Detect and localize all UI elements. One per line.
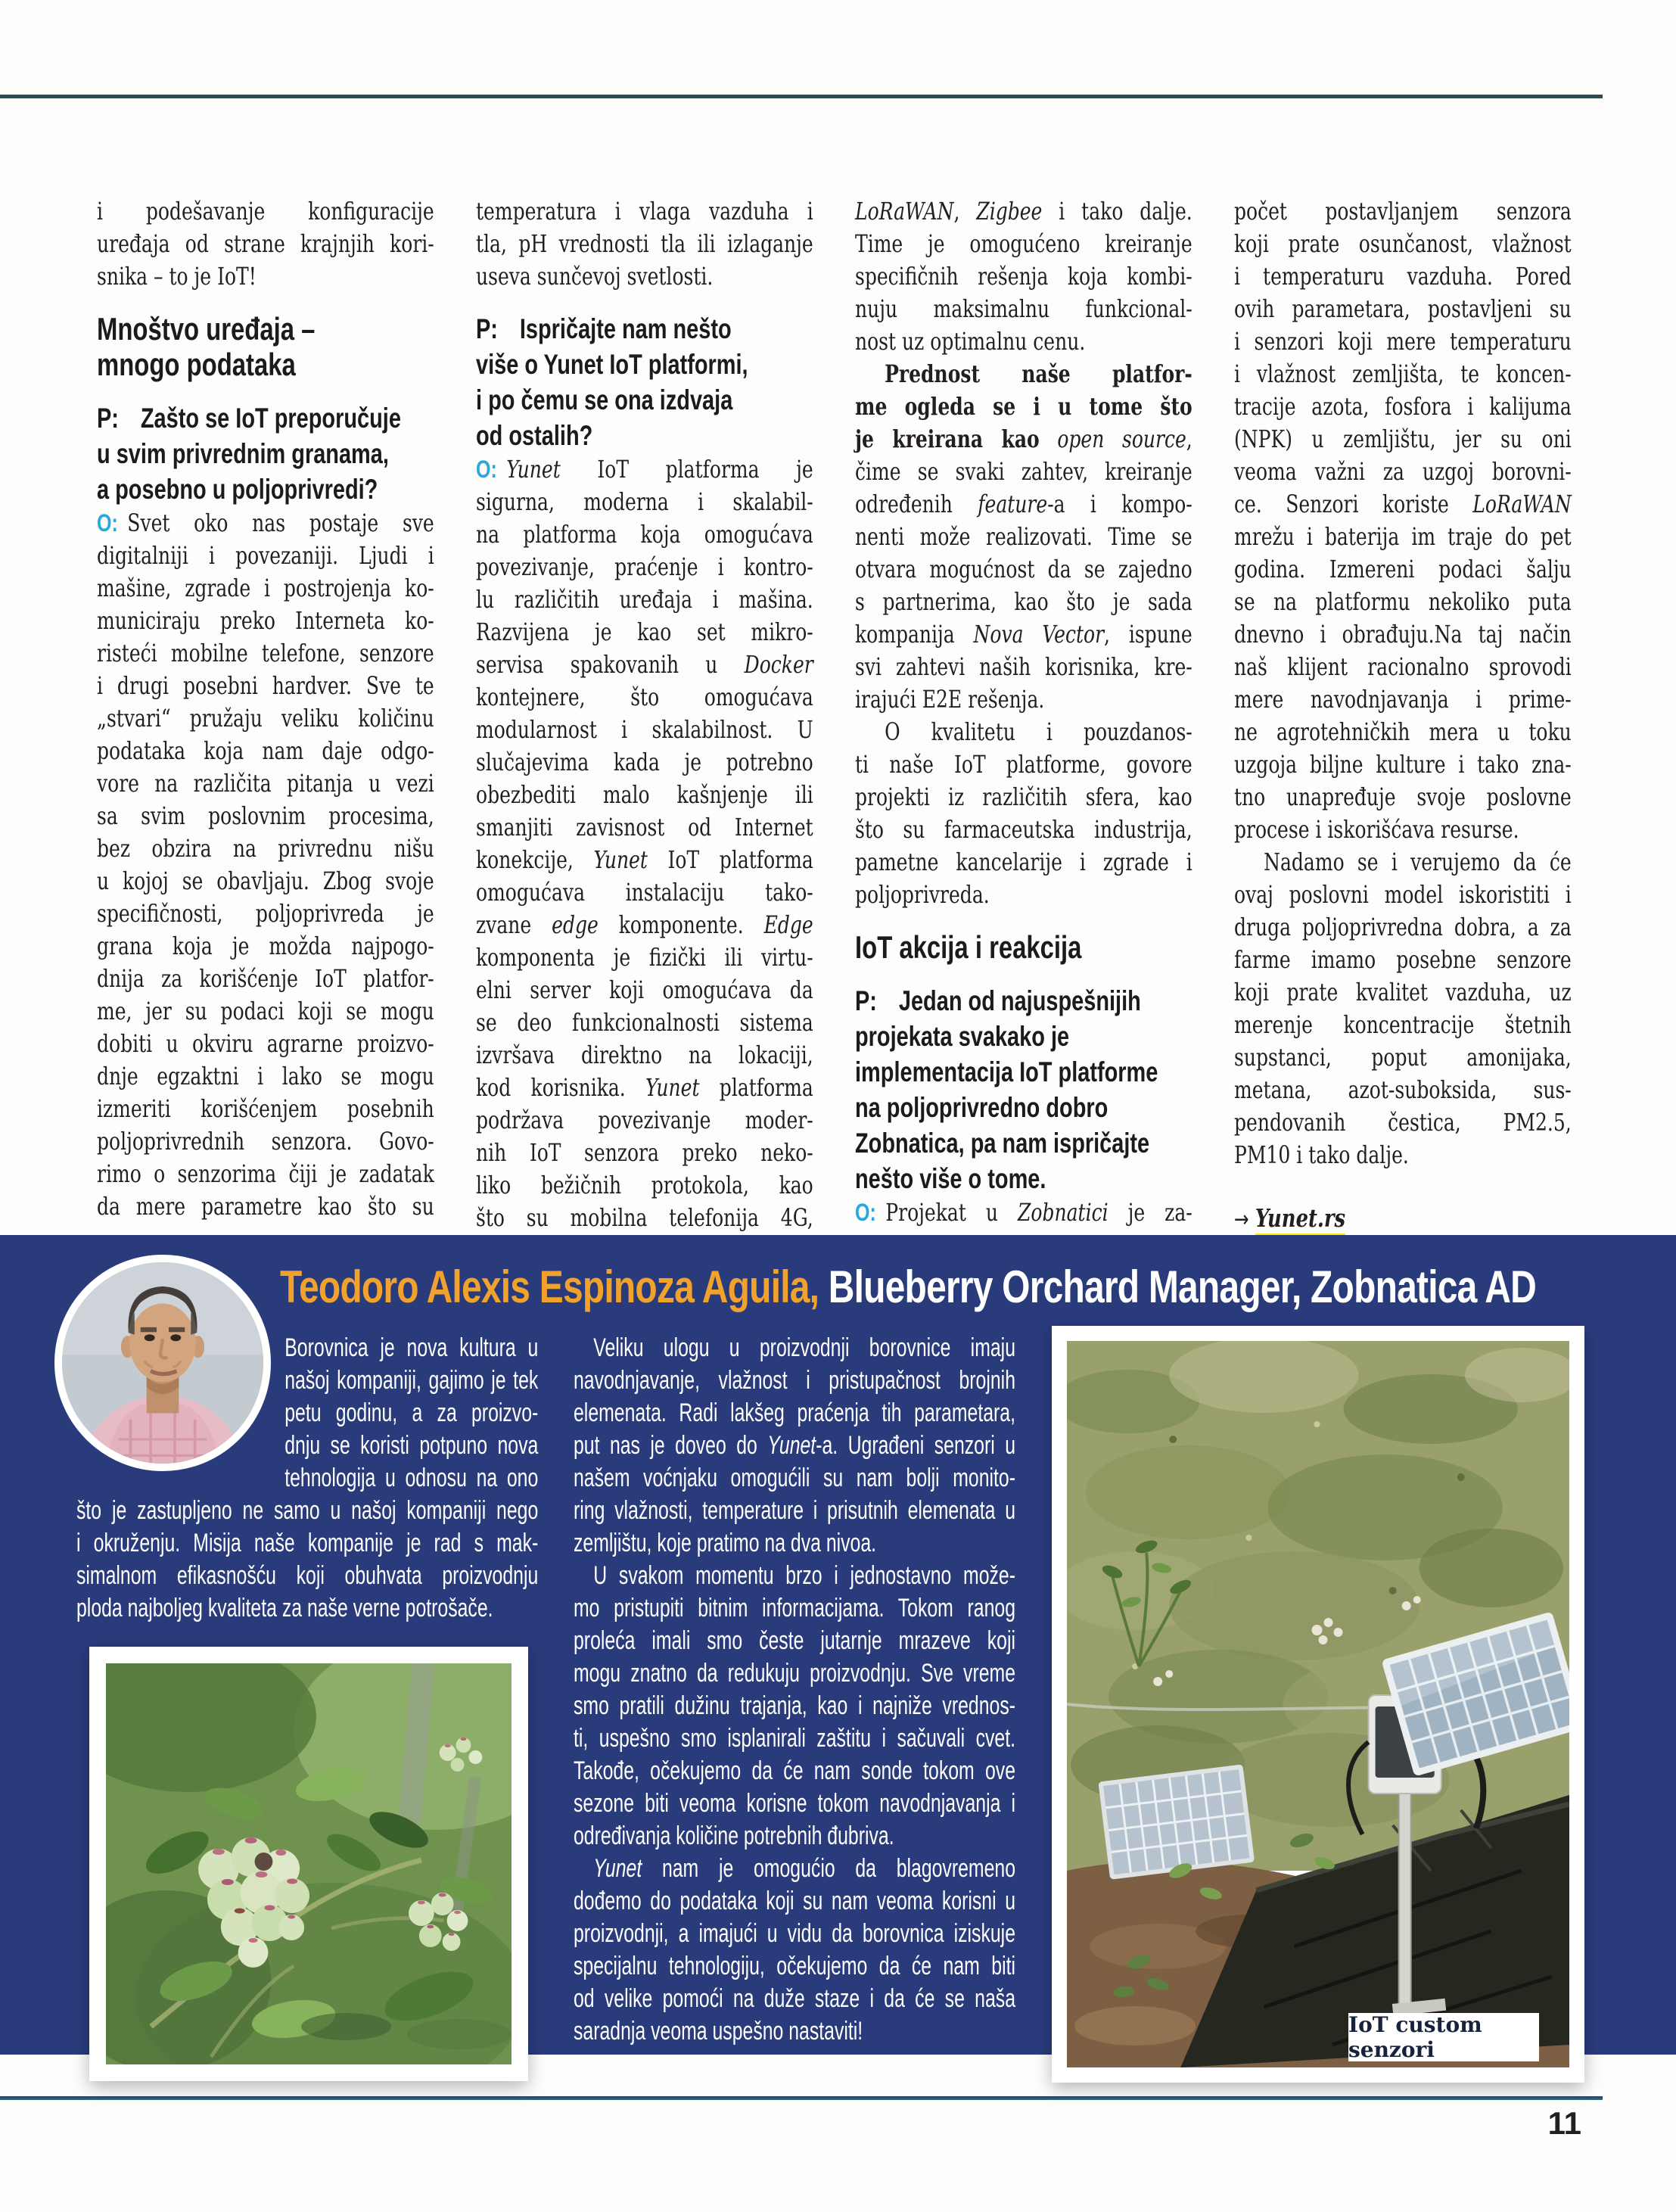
- text-line: LoRaWAN, Zigbee i tako dalje.: [855, 197, 1192, 226]
- text-line: metana, azot-suboksida, sus-: [1234, 1075, 1572, 1104]
- text-line: temperatura i vlaga vazduha i: [476, 197, 813, 226]
- text-line: proleća imali smo česte jutarnje mrazeve koji: [574, 1626, 1015, 1655]
- text-line: tla, pH vrednosti tla ili izlaganje: [476, 229, 813, 258]
- text-line: na poljoprivredno dobro: [855, 1092, 1109, 1123]
- text-line: mogu znatno da redukuju proizvodnju. Sve vreme: [574, 1659, 1015, 1688]
- text-line: O kvalitetu i pouzdanos-: [885, 717, 1192, 746]
- text-line: lu različitih uređaja i mašina.: [476, 585, 813, 614]
- text-line: Prednost naše platfor-: [885, 359, 1192, 388]
- small-solar-panel: [1098, 1764, 1255, 1879]
- text-line: zvane edge komponente. Edge: [476, 910, 813, 939]
- text-line: ring vlažnosti, temperature i prisutnih elemenata u: [574, 1496, 1015, 1525]
- paragraph: [855, 716, 1192, 911]
- text-line: nuju maksimalnu funkcional-: [855, 294, 1192, 323]
- text-line: mašine, zgrade i postrojenja ko-: [97, 574, 434, 602]
- text-line: specifičnih rešenja koja kombi-: [855, 262, 1192, 291]
- text-line: određivanja količine potrebnih đubriva.: [574, 1822, 894, 1850]
- text-line: bez obzira na privrednu nišu: [97, 834, 434, 863]
- interview-title-name: Teodoro Alexis Espinoza Aguila,: [280, 1262, 819, 1312]
- text-line: dnevno i obrađuju.Na taj način: [1234, 620, 1572, 649]
- text-line: svi zahtevi naših korisnika, kre-: [855, 652, 1192, 681]
- text-line: sezone biti veoma korisne tokom navodnjavanja i: [574, 1789, 1015, 1818]
- text-line: rimo o senzorima čiji je zadatak: [97, 1159, 434, 1188]
- text-line: ce. Senzori koriste LoRaWAN: [1234, 490, 1572, 518]
- text-line: ne agrotehničkih mera u toku: [1234, 717, 1572, 746]
- text-line: poljoprivreda.: [855, 880, 990, 909]
- text-line: tno unapređuje svoje poslovne: [1234, 782, 1572, 811]
- top-rule: [0, 95, 1603, 98]
- paragraph: [855, 195, 1192, 358]
- photo-caption: IoT custom senzori: [1348, 2013, 1539, 2061]
- text-line: nost uz optimalnu cenu.: [855, 327, 1086, 356]
- text-line: U svakom momentu brzo i jednostavno može-: [593, 1561, 1015, 1590]
- text-line: počet postavljanjem senzora: [1234, 197, 1572, 226]
- text-line: specifičnosti, poljoprivreda je: [97, 899, 434, 928]
- text-line: dnija za korišćenje IoT platfor-: [97, 964, 434, 993]
- text-line: nešto više o tome.: [855, 1163, 1046, 1194]
- text-line: smo pratili dužinu trajanja, kao i najniže vrednos-: [574, 1691, 1015, 1720]
- text-line: naš klijent racionalno sprovodi: [1234, 652, 1572, 681]
- subheading: [97, 311, 434, 382]
- paragraph: [855, 358, 1192, 716]
- text-line: slučajevima kada je potrebno: [476, 748, 813, 776]
- text-line: Yunet nam je omogućio da blagovremeno: [593, 1854, 1015, 1883]
- answer-marker: O:: [476, 456, 497, 483]
- yunet-link[interactable]: Yunet.rs: [1255, 1203, 1345, 1240]
- text-line: P: Jedan od najuspešnijih: [855, 985, 1141, 1016]
- text-line: mere navodnjavanja i prime-: [1234, 685, 1572, 714]
- text-line: tehnologija u odnosu na ono: [285, 1464, 539, 1492]
- text-line: više o Yunet IoT platformi,: [476, 349, 748, 380]
- text-line: koji prate kvalitet vazduha, uz: [1234, 978, 1572, 1006]
- text-line: pametne kancelarije i zgrade i: [855, 848, 1192, 876]
- text-line: nenti može realizovati. Time se: [855, 522, 1192, 551]
- text-line: mrežu i baterija im traje do pet: [1234, 522, 1572, 551]
- text-line: projekti iz različitih sfera, kao: [855, 782, 1192, 811]
- text-line: od ostalih?: [476, 420, 593, 451]
- text-line: komponenta je fizički ili virtu-: [476, 943, 813, 972]
- text-line: procese i iskorišćava resurse.: [1234, 815, 1519, 844]
- blueberry-bush-illustration: [106, 1663, 512, 2064]
- text-line: što je zastupljeno ne samo u našoj kompaniji nego: [76, 1496, 539, 1525]
- text-line: petu godinu, a za proizvo-: [285, 1398, 539, 1427]
- text-line: povezivanje, praćenje i kontro-: [476, 552, 813, 581]
- text-line: je kreirana kao open source,: [855, 425, 1192, 453]
- paragraph: [855, 1196, 1192, 1229]
- text-line: P: Zašto se IoT preporučuje: [97, 403, 401, 434]
- text-line: O: Svet oko nas postaje sve: [97, 509, 434, 537]
- text-line: se na platformu nekoliko puta: [1234, 587, 1572, 616]
- text-line: tracije azota, fosfora i kalijuma: [1234, 392, 1572, 421]
- article-column-4: [1234, 195, 1572, 1236]
- text-line: a posebno u poljoprivredi?: [97, 474, 378, 505]
- text-line: PM10 i tako dalje.: [1234, 1140, 1409, 1169]
- text-line: konekcije, Yunet IoT platforma: [476, 845, 813, 874]
- text-line: supstanci, poput amonijaka,: [1234, 1043, 1572, 1072]
- text-line: uzgoja biljne kulture i tako zna-: [1234, 750, 1572, 779]
- question-heading: [97, 400, 434, 507]
- text-line: Zobnatica, pa nam ispričajte: [855, 1128, 1150, 1159]
- arrow-icon: →: [1234, 1206, 1249, 1233]
- blueberry-photo: [89, 1647, 528, 2081]
- text-line: dnje egzaktni i lako se mogu: [97, 1062, 434, 1090]
- article-column-2: [476, 195, 813, 1234]
- text-line: i temperaturu vazduha. Pored: [1234, 262, 1572, 291]
- text-line: kontejnere, što omogućava: [476, 683, 813, 711]
- text-line: što su farmaceutska industrija,: [855, 815, 1192, 844]
- text-line: mo pristupiti bitnim informacijama. Tokom ranog: [574, 1594, 1015, 1622]
- bottom-rule: [0, 2096, 1603, 2100]
- text-line: zemljištu, koje pratimo na dva nivoa.: [574, 1529, 877, 1557]
- text-line: projekata svakako je: [855, 1021, 1070, 1052]
- text-line: što su mobilna telefonija 4G,: [476, 1203, 813, 1232]
- text-line: uređaja od strane krajnjih kori-: [97, 229, 434, 258]
- text-line: dođemo do podataka koji su nam veoma korisni u: [574, 1887, 1015, 1915]
- article-column-1: [97, 195, 434, 1223]
- text-line: obezbediti malo kašnjenje ili: [476, 780, 813, 809]
- text-line: dnju se koristi potpuno nova: [285, 1431, 539, 1460]
- paragraph: [574, 1560, 1015, 1853]
- text-line: ovih parametara, postavljeni su: [1234, 294, 1572, 323]
- text-line: ovaj poslovni model iskoristiti i: [1234, 880, 1572, 909]
- text-line: podržava povezivanje moder-: [476, 1106, 813, 1134]
- text-line: O: Projekat u Zobnatici je za-: [855, 1198, 1192, 1227]
- text-line: omogućava instalaciju tako-: [476, 878, 813, 907]
- text-line: implementacija IoT platforme: [855, 1056, 1158, 1087]
- paragraph: [476, 453, 813, 1234]
- paragraph: [1234, 846, 1572, 1171]
- text-line: modularnost i skalabilnost. U: [476, 715, 813, 744]
- text-line: me, jer su podaci koji se mogu: [97, 997, 434, 1025]
- paragraph: [97, 507, 434, 1223]
- iot-sensors-photo: [1052, 1326, 1584, 2083]
- page-number: 11: [1547, 2105, 1581, 2141]
- interview-title: [280, 1261, 1536, 1313]
- text-line: nih IoT senzora preko neko-: [476, 1138, 813, 1167]
- text-line: druga poljoprivredna dobra, a za: [1234, 913, 1572, 941]
- text-line: i vlažnost zemljišta, te koncen-: [1234, 359, 1572, 388]
- avatar-wrap-spacer: [76, 1332, 285, 1495]
- text-line: godina. Izmereni podaci šalju: [1234, 555, 1572, 583]
- text-line: ti, uspešno smo isplanirali zaštitu i sačuvali cvet.: [574, 1724, 1015, 1753]
- text-line: proizvodnji, a imajući u vidu da borovnica iziskuje: [574, 1919, 1015, 1948]
- paragraph: [476, 195, 813, 293]
- text-line: kod korisnika. Yunet platforma: [476, 1073, 813, 1102]
- interview-middle-column: [574, 1332, 1015, 2048]
- text-line: i podešavanje konfiguracije: [97, 197, 434, 226]
- text-line: smanjiti zavisnost od Internet: [476, 813, 813, 842]
- text-line: ploda najboljeg kvaliteta za naše verne potrošače.: [76, 1594, 493, 1622]
- text-line: sigurna, moderna i skalabil-: [476, 487, 813, 516]
- text-line: Veliku ulogu u proizvodnji borovnice imaju: [593, 1333, 1015, 1362]
- text-line: (NPK) u zemljištu, jer su oni: [1234, 425, 1572, 453]
- text-line: grana koja je možda najpogo-: [97, 932, 434, 960]
- text-line: izvršava direktno na lokaciji,: [476, 1041, 813, 1069]
- text-line: dobiti u okviru agrarne proizvo-: [97, 1029, 434, 1058]
- text-line: farme imamo posebne senzore: [1234, 945, 1572, 974]
- text-line: pendovanih čestica, PM2.5,: [1234, 1108, 1572, 1137]
- answer-marker: O:: [855, 1199, 876, 1226]
- text-line: s partnerima, kao što je sada: [855, 587, 1192, 616]
- interview-left-column: [76, 1332, 538, 1625]
- interview-title-role: Blueberry Orchard Manager, Zobnatica AD: [819, 1262, 1537, 1312]
- text-line: našem voćnjaku omogućili su nam bolji monito-: [574, 1464, 1015, 1492]
- text-line: i senzori koji mere temperaturu: [1234, 327, 1572, 356]
- text-line: kompanija Nova Vector, ispune: [855, 620, 1192, 649]
- text-line: IoT akcija i reakcija: [855, 929, 1082, 965]
- text-line: servisa spakovanih u Docker: [476, 650, 813, 679]
- answer-marker: O:: [97, 509, 118, 537]
- text-line: risteći mobilne telefone, senzore: [97, 639, 434, 667]
- text-line: navodnjavanje, vlažnost i pristupačnost brojnih: [574, 1366, 1015, 1395]
- text-line: Borovnica je nova kultura u: [285, 1333, 539, 1362]
- text-line: ti naše IoT platforme, govore: [855, 750, 1192, 779]
- text-line: specijalnu tehnologiju, očekujemo da će nam biti: [574, 1952, 1015, 1980]
- text-line: određenih feature-a i kompo-: [855, 490, 1192, 518]
- text-line: na platforma koja omogućava: [476, 520, 813, 549]
- question-heading: [476, 311, 813, 453]
- text-line: da mere parametre kao što su: [97, 1192, 434, 1221]
- paragraph: [574, 1853, 1015, 2048]
- text-line: useva sunčevoj svetlosti.: [476, 262, 714, 291]
- text-line: čime se svaki zahtev, kreiranje: [855, 457, 1192, 486]
- article-column-3: [855, 195, 1192, 1229]
- paragraph: [97, 195, 434, 293]
- text-line: i okruženju. Misija naše kompanije je rad s mak-: [76, 1529, 539, 1557]
- text-line: digitalniji i povezaniji. Ljudi i: [97, 541, 434, 570]
- text-line: podataka koja nam daje odgo-: [97, 736, 434, 765]
- text-line: izmeriti korišćenjem posebnih: [97, 1094, 434, 1123]
- text-line: Takođe, očekujemo da će nam sonde tokom ove: [574, 1756, 1015, 1785]
- text-line: Nadamo se i verujemo da će: [1264, 848, 1572, 876]
- text-line: P: Ispričajte nam nešto: [476, 313, 732, 344]
- text-line: merenje koncentracije štetnih: [1234, 1010, 1572, 1039]
- text-line: našoj kompaniji, gajimo je tek: [285, 1366, 539, 1395]
- text-line: simalnom efikasnošću koji obuhvata proizvodnju: [76, 1561, 539, 1590]
- text-line: mnogo podataka: [97, 347, 296, 382]
- paragraph: [574, 1332, 1015, 1560]
- text-line: „stvari“ pružaju veliku količinu: [97, 704, 434, 733]
- text-line: liko bežičnih protokola, kao: [476, 1171, 813, 1199]
- field-sensors-illustration: [1067, 1341, 1569, 2067]
- text-line: u kojoj se obavljaju. Zbog svoje: [97, 866, 434, 895]
- text-line: otvara mogućnost da se zajedno: [855, 555, 1192, 583]
- text-line: Razvijena je kao set mikro-: [476, 618, 813, 646]
- subheading: [855, 929, 1192, 965]
- text-line: elemenata. Radi lakšeg praćenja tih parametara,: [574, 1398, 1015, 1427]
- link-row: [1234, 1202, 1572, 1236]
- text-line: i po čemu se ona izdvaja: [476, 384, 733, 415]
- text-line: O: Yunet IoT platforma je: [476, 455, 813, 484]
- text-line: Mnoštvo uređaja –: [97, 311, 316, 347]
- text-line: vore na različita pitanja u vezi: [97, 769, 434, 798]
- question-heading: [855, 983, 1192, 1196]
- text-line: me ogleda se i u tome što: [855, 392, 1192, 421]
- text-line: put nas je doveo do Yunet-a. Ugrađeni senzori u: [574, 1431, 1016, 1460]
- text-line: koji prate osunčanost, vlažnost: [1234, 229, 1572, 258]
- text-line: u svim privrednim granama,: [97, 438, 389, 469]
- text-line: sa svim poslovnim procesima,: [97, 801, 434, 830]
- text-line: snika – to je IoT!: [97, 262, 257, 291]
- text-line: od velike pomoći na duže staze i da će se naša: [574, 1984, 1015, 2013]
- text-line: Time je omogućeno kreiranje: [855, 229, 1192, 258]
- text-line: municiraju preko Interneta ko-: [97, 606, 434, 635]
- text-line: i drugi posebni hardver. Sve te: [97, 671, 434, 700]
- paragraph: [1234, 195, 1572, 846]
- text-line: veoma važni za uzgoj borovni-: [1234, 457, 1572, 486]
- text-line: se deo funkcionalnosti sistema: [476, 1008, 813, 1037]
- text-line: saradnja veoma uspešno nastaviti!: [574, 2017, 863, 2046]
- text-line: elni server koji omogućava da: [476, 975, 813, 1004]
- text-line: poljoprivrednih senzora. Govo-: [97, 1127, 434, 1156]
- text-line: irajući E2E rešenja.: [855, 685, 1045, 714]
